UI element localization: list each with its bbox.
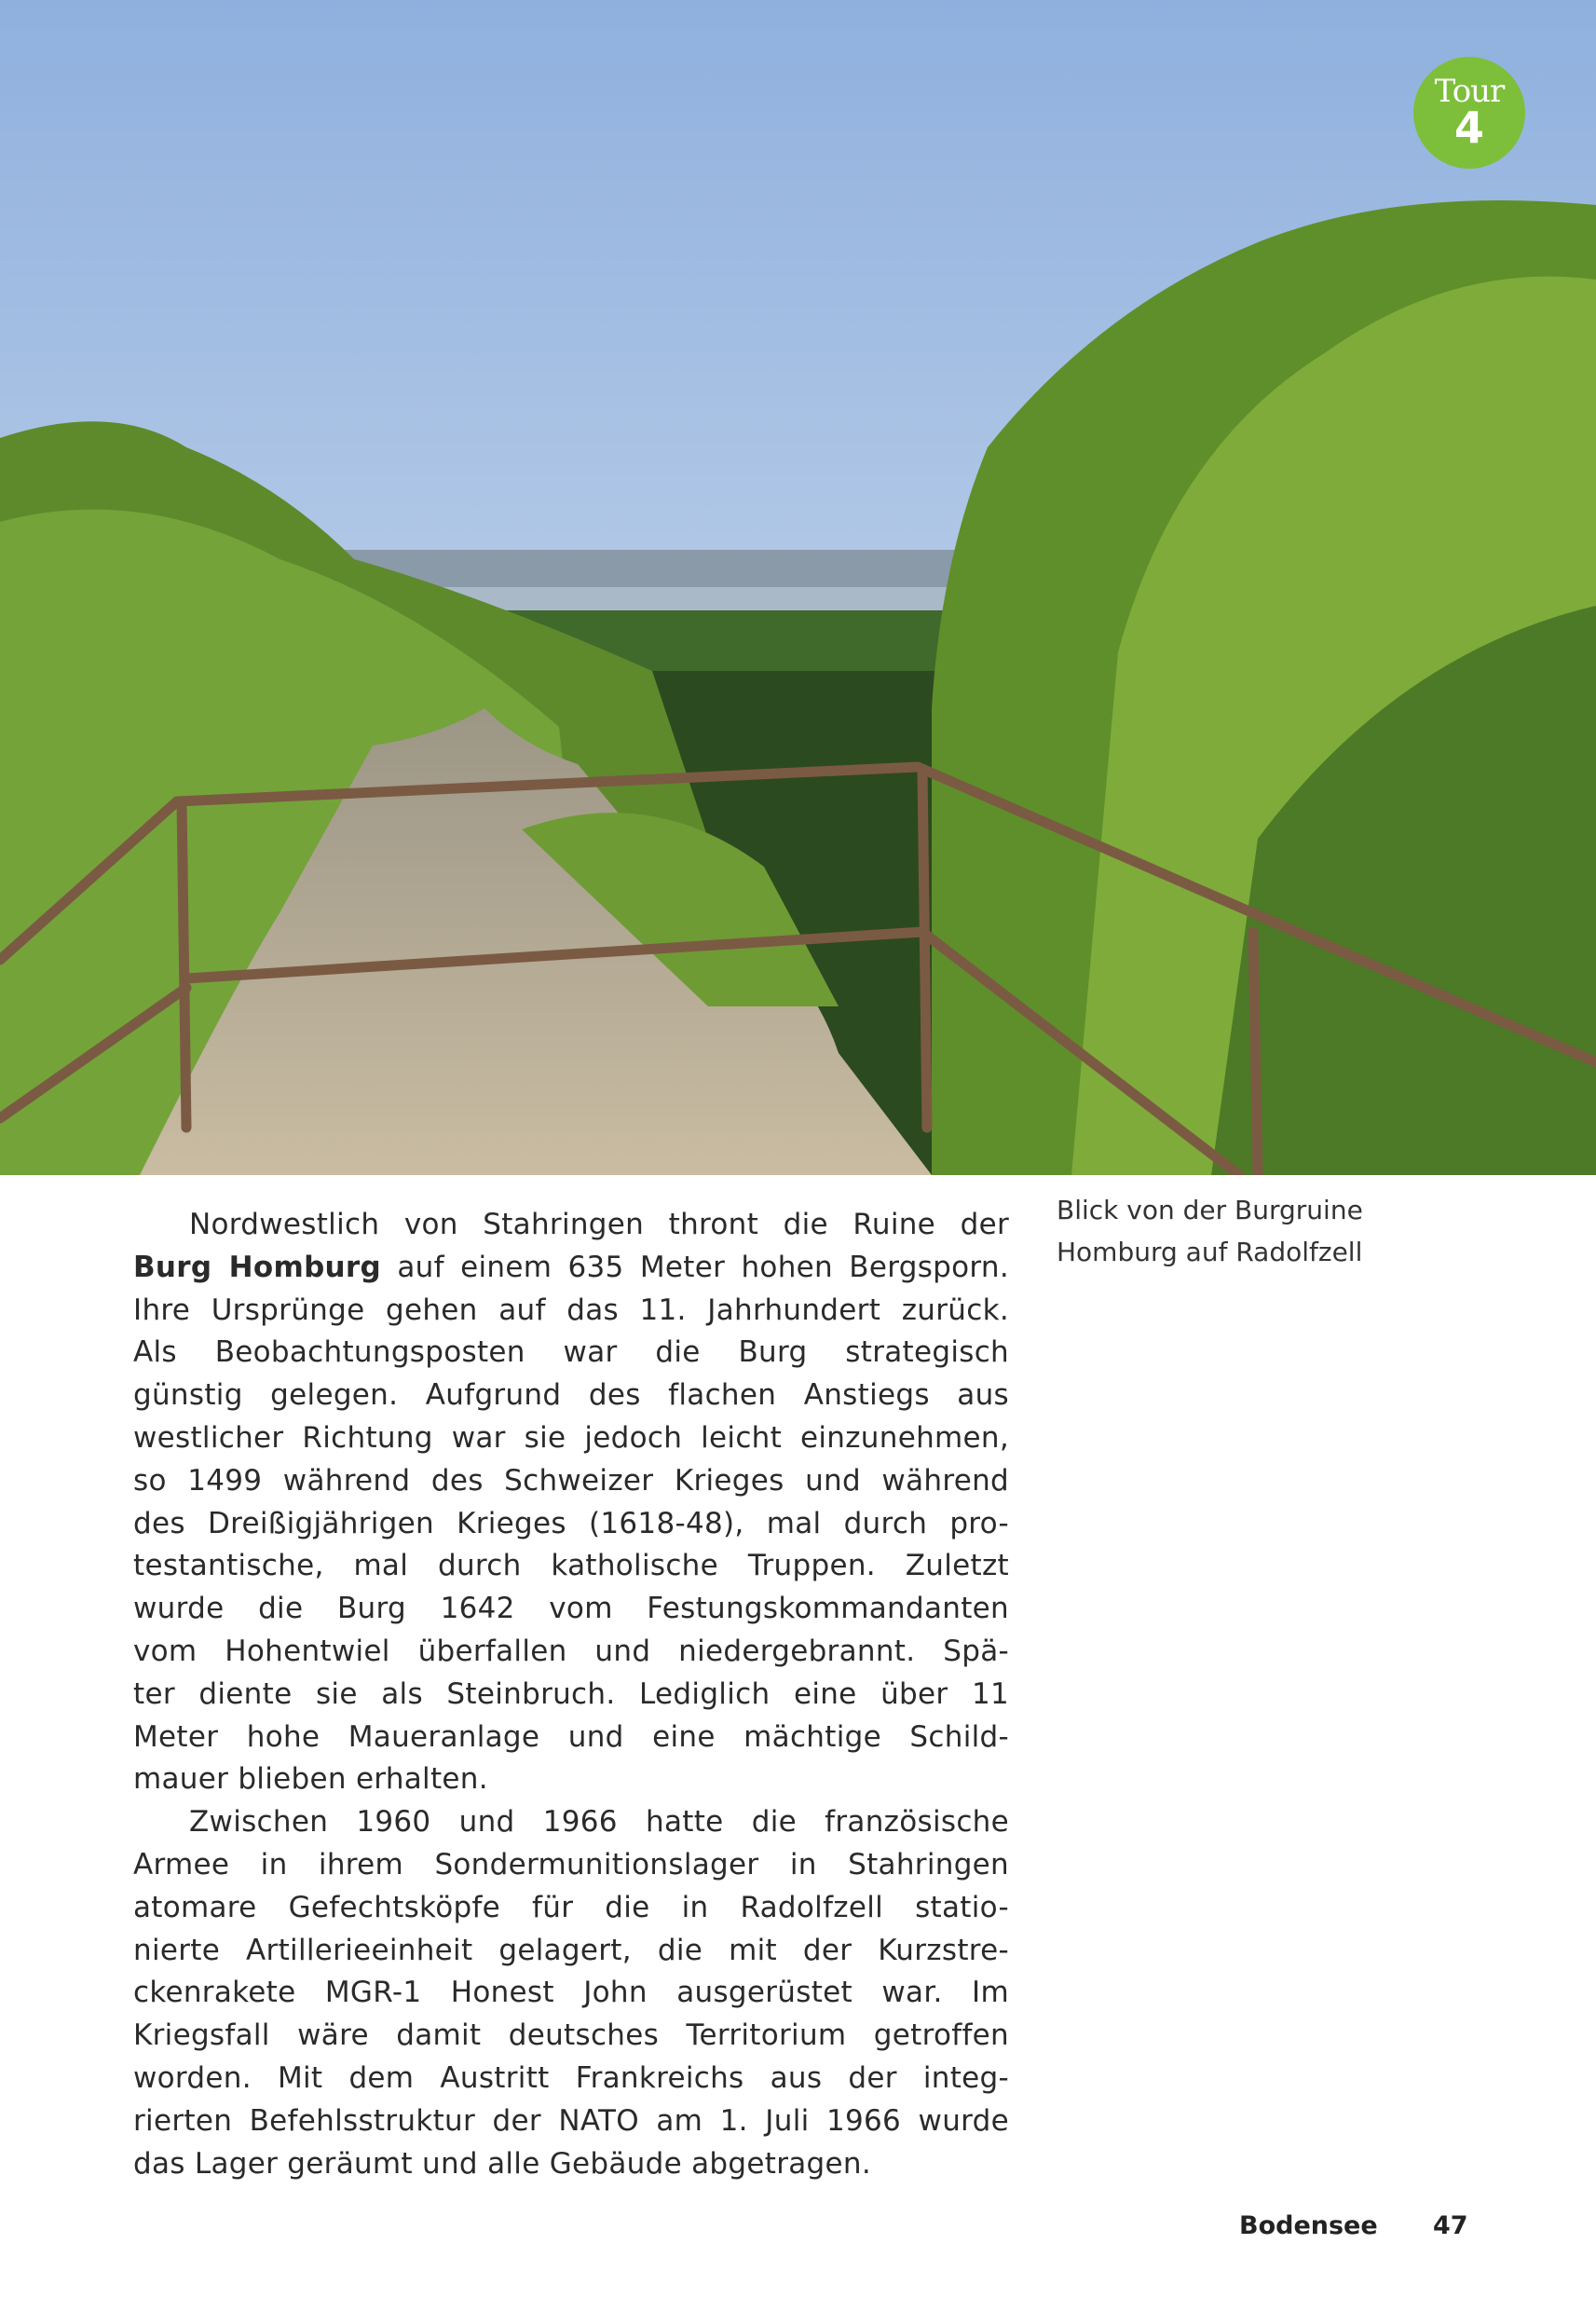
tour-badge [1413, 57, 1525, 169]
text-line: günstig gelegen. Aufgrund des flachen Anstiegs aus [133, 1378, 1009, 1413]
footer-section-title: Bodensee [1239, 2211, 1378, 2240]
text-line: rierten Befehlsstruktur der NATO am 1. Juli 1966 wurde [133, 2103, 1009, 2138]
text-fragment: auf einem 635 Meter hohen Bergsporn. [381, 1250, 1009, 1284]
text-line: Kriegsfall wäre damit deutsches Territorium getroffen [133, 2018, 1009, 2053]
text-line: wurde die Burg 1642 vom Festungskommandanten [133, 1592, 1009, 1626]
text-line: Meter hohe Maueranlage und eine mächtige Schild- [133, 1719, 1009, 1754]
text-line: ckenrakete MGR-1 Honest John ausgerüstet war. Im [133, 1976, 1009, 2010]
text-line: des Dreißigjährigen Krieges (1618-48), mal durch pro- [133, 1506, 1009, 1540]
text-line: vom Hohentwiel überfallen und niedergebrannt. Spä- [133, 1634, 1009, 1668]
text-line: ter diente sie als Steinbruch. Lediglich eine über 11 [133, 1676, 1009, 1711]
body-text [133, 1204, 1009, 2185]
text-line: Zwischen 1960 und 1966 hatte die französische [189, 1805, 1009, 1840]
text-line: worden. Mit dem Austritt Frankreichs aus der integ- [133, 2060, 1009, 2095]
tour-badge-label: Tour [1434, 73, 1505, 110]
text-line: westlicher Richtung war sie jedoch leicht einzunehmen, [133, 1420, 1009, 1455]
text-line: testantische, mal durch katholische Truppen. Zuletzt [133, 1549, 1009, 1583]
text-line: Armee in ihrem Sondermunitionslager in Stahringen [133, 1847, 1009, 1881]
text-line [133, 1247, 1009, 1290]
caption-line: Blick von der Burgruine [1057, 1195, 1363, 1225]
text-line: das Lager geräumt und alle Gebäude abgetragen. [133, 2146, 872, 2181]
photo-caption [1057, 1189, 1363, 1273]
text-line: atomare Gefechtsköpfe für die in Radolfzell statio- [133, 1890, 1009, 1924]
page-number: 47 [1433, 2211, 1468, 2240]
text-line: Ihre Ursprünge gehen auf das 11. Jahrhundert zurück. [133, 1293, 1009, 1327]
text-line: Nordwestlich von Stahringen thront die Ruine der [189, 1208, 1009, 1241]
text-line: so 1499 während des Schweizer Krieges und während [133, 1463, 1009, 1498]
text-line: nierte Artillerieeinheit gelagert, die mit der Kurzstre- [133, 1933, 1009, 1967]
text-line: mauer blieben erhalten. [133, 1762, 488, 1797]
tour-badge-number: 4 [1453, 103, 1484, 153]
caption-line: Homburg auf Radolfzell [1057, 1237, 1363, 1267]
text-line: Als Beobachtungsposten war die Burg strategisch [133, 1335, 1009, 1370]
bold-term: Burg Homburg [133, 1250, 382, 1284]
